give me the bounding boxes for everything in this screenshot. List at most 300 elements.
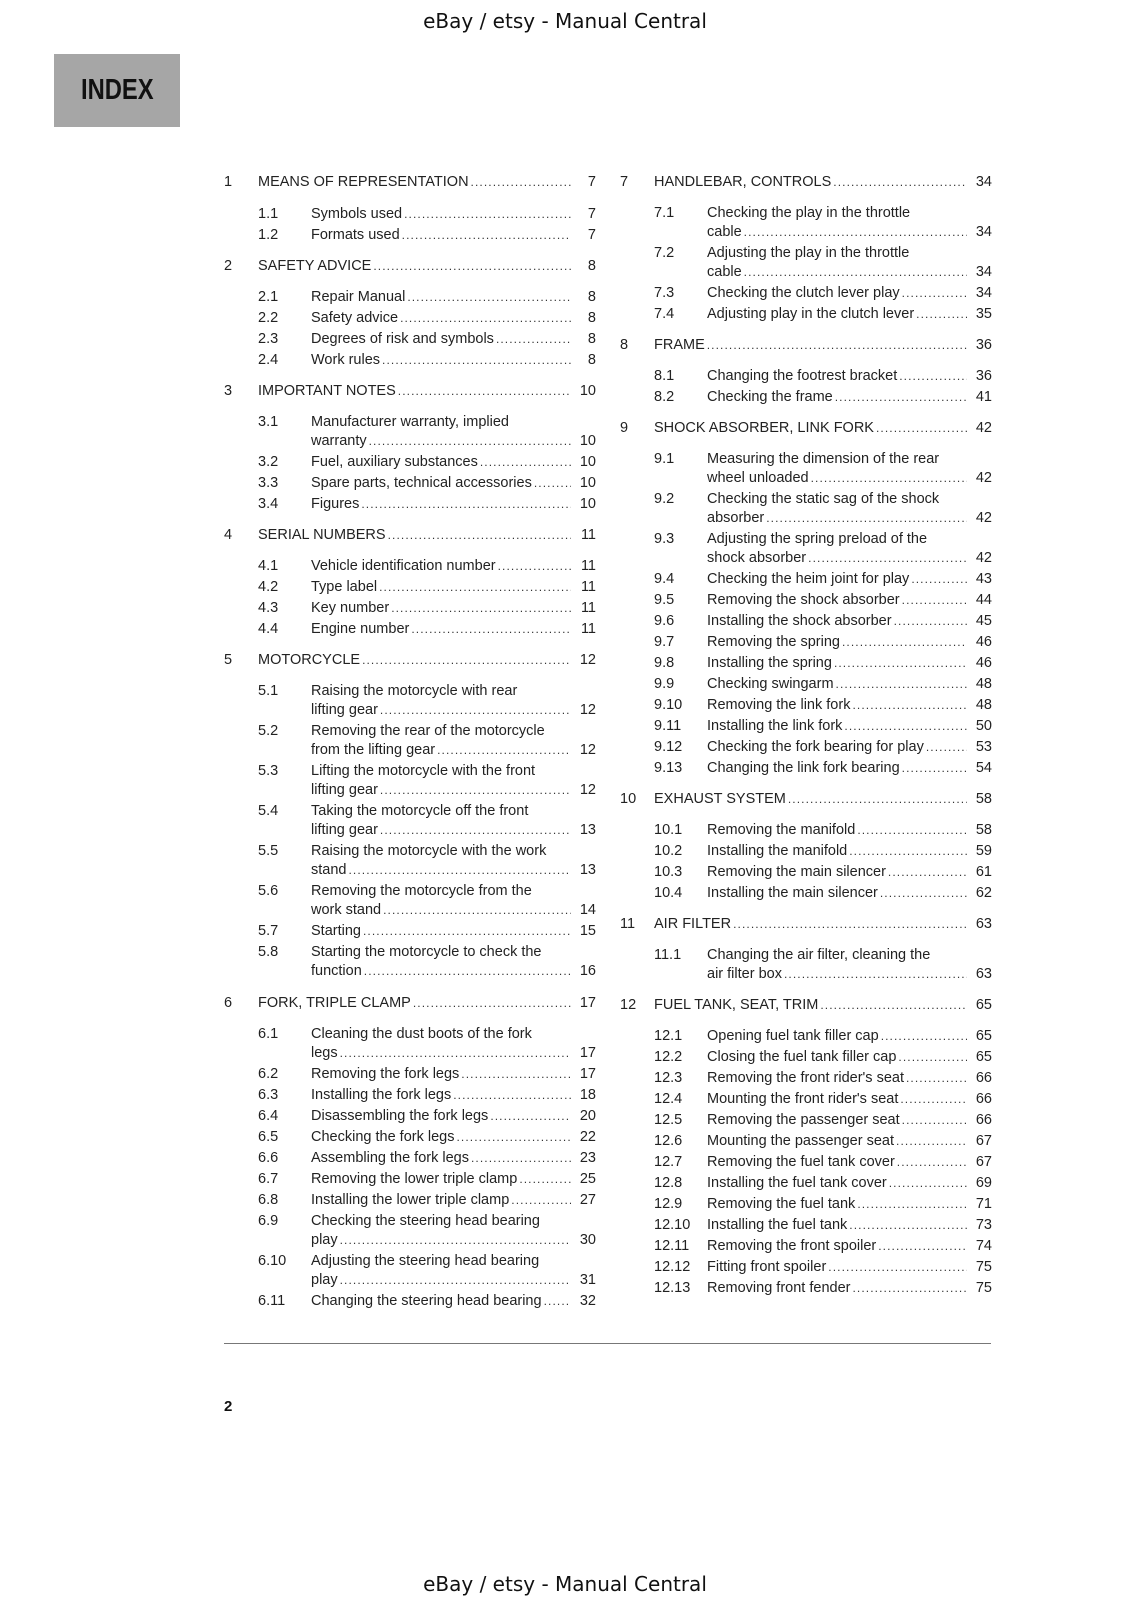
toc-entry-title-line: Changing the link fork bearing xyxy=(707,760,900,776)
toc-section-9-12[interactable] xyxy=(620,738,992,759)
toc-chapter-4[interactable] xyxy=(224,526,596,547)
toc-entry-title xyxy=(311,474,596,493)
toc-entry-title-line: Adjusting play in the clutch lever xyxy=(707,306,915,322)
toc-entry-page: 34 xyxy=(975,285,992,301)
toc-section-12-5[interactable] xyxy=(620,1111,992,1132)
dot-leader xyxy=(398,382,571,401)
toc-chapter-12[interactable] xyxy=(620,996,992,1017)
toc-entry-title xyxy=(707,490,992,527)
toc-entry-number: 5.3 xyxy=(258,763,279,779)
toc-entry-number: 5 xyxy=(224,652,233,668)
toc-entry-page: 12 xyxy=(579,741,596,758)
toc-section-1-2[interactable] xyxy=(224,226,596,247)
toc-chapter-5[interactable] xyxy=(224,651,596,672)
toc-section-10-1[interactable] xyxy=(620,821,992,842)
toc-entry-title xyxy=(707,654,992,673)
toc-entry-number: 12.13 xyxy=(654,1280,691,1296)
toc-entry-title-line: Spare parts, technical accessories xyxy=(311,475,532,491)
toc-entry-title xyxy=(311,288,596,307)
dot-leader xyxy=(380,701,571,720)
toc-entry-title xyxy=(311,578,596,597)
toc-entry-number: 11.1 xyxy=(654,947,682,963)
toc-section-9-10[interactable] xyxy=(620,696,992,717)
toc-entry-number: 7.2 xyxy=(654,245,675,261)
toc-entry-page: 42 xyxy=(975,469,992,486)
toc-entry-title-line: Figures xyxy=(311,496,360,512)
toc-entry-page: 17 xyxy=(579,1044,596,1061)
toc-entry-title-line: Installing the fuel tank cover xyxy=(707,1175,887,1191)
toc-section-5-4[interactable] xyxy=(224,802,596,841)
toc-entry-page: 71 xyxy=(975,1196,992,1212)
toc-entry-number: 10.1 xyxy=(654,822,683,838)
toc-chapter-11[interactable] xyxy=(620,915,992,936)
toc-entry-title-line: Starting xyxy=(311,923,361,939)
dot-leader xyxy=(364,962,571,981)
toc-entry-number: 10 xyxy=(620,791,637,807)
toc-entry-page: 69 xyxy=(975,1175,992,1191)
toc-entry-page: 42 xyxy=(975,420,992,436)
toc-entry-title-line: Raising the motorcycle with rear xyxy=(311,683,518,699)
dot-leader xyxy=(380,821,571,840)
toc-entry-page: 59 xyxy=(975,843,992,859)
toc-entry-page: 23 xyxy=(579,1150,596,1166)
toc-chapter-3[interactable] xyxy=(224,382,596,403)
toc-entry-title-line: Adjusting the spring preload of the xyxy=(707,531,928,547)
toc-section-7-2[interactable] xyxy=(620,244,992,283)
toc-entry-number: 5.6 xyxy=(258,883,279,899)
toc-entry-title-line: Removing the spring xyxy=(707,634,840,650)
toc-section-6-6[interactable] xyxy=(224,1149,596,1170)
toc-entry-title xyxy=(311,226,596,245)
toc-chapter-2[interactable] xyxy=(224,257,596,278)
toc-section-9-13[interactable] xyxy=(620,759,992,780)
toc-entry-title xyxy=(311,620,596,639)
toc-section-5-1[interactable] xyxy=(224,682,596,721)
toc-entry-title xyxy=(311,1292,596,1311)
toc-entry-page: 43 xyxy=(975,571,992,587)
toc-entry-page: 27 xyxy=(579,1192,596,1208)
toc-section-12-7[interactable] xyxy=(620,1153,992,1174)
toc-section-10-3[interactable] xyxy=(620,863,992,884)
toc-entry-number: 5.1 xyxy=(258,683,279,699)
toc-entry-title xyxy=(707,1279,992,1298)
dot-leader xyxy=(744,263,967,282)
toc-entry-title-line: Installing the shock absorber xyxy=(707,613,892,629)
toc-section-12-13[interactable] xyxy=(620,1279,992,1300)
toc-section-4-2[interactable] xyxy=(224,578,596,599)
toc-entry-page: 42 xyxy=(975,509,992,526)
toc-entry-title xyxy=(707,284,992,303)
toc-entry-title-line: air filter box xyxy=(707,965,782,982)
toc-entry-number: 5.8 xyxy=(258,944,279,960)
toc-entry-title-line: Mounting the passenger seat xyxy=(707,1133,895,1149)
toc-entry-title-line: Removing the front spoiler xyxy=(707,1238,877,1254)
toc-section-5-6[interactable] xyxy=(224,882,596,921)
toc-entry-page: 34 xyxy=(975,263,992,280)
toc-entry-title-line: FRAME xyxy=(654,337,705,353)
toc-entry-number: 1.2 xyxy=(258,227,279,243)
toc-entry-title xyxy=(707,738,992,757)
toc-entry-title xyxy=(311,309,596,328)
toc-section-3-2[interactable] xyxy=(224,453,596,474)
toc-chapter-1[interactable] xyxy=(224,173,596,194)
toc-section-9-4[interactable] xyxy=(620,570,992,591)
toc-section-4-1[interactable] xyxy=(224,557,596,578)
toc-entry-title-line: Removing the manifold xyxy=(707,822,856,838)
dot-leader xyxy=(906,1069,967,1088)
toc-entry-title-line: Removing front fender xyxy=(707,1280,851,1296)
toc-section-12-1[interactable] xyxy=(620,1027,992,1048)
dot-leader xyxy=(899,367,967,386)
toc-section-6-10[interactable] xyxy=(224,1252,596,1291)
dot-leader xyxy=(788,790,967,809)
toc-entry-page: 11 xyxy=(580,527,596,543)
toc-entry-page: 12 xyxy=(579,781,596,798)
toc-section-1-1[interactable] xyxy=(224,205,596,226)
toc-section-6-7[interactable] xyxy=(224,1170,596,1191)
dot-leader xyxy=(896,1132,967,1151)
toc-entry-title xyxy=(707,884,992,903)
toc-entry-title-line: EXHAUST SYSTEM xyxy=(654,791,786,807)
toc-section-8-2[interactable] xyxy=(620,388,992,409)
toc-entry-page: 14 xyxy=(579,901,596,918)
dot-leader xyxy=(461,1065,571,1084)
toc-entry-page: 45 xyxy=(975,613,992,629)
toc-entry-title xyxy=(258,173,596,192)
toc-entry-title xyxy=(707,1195,992,1214)
toc-entry-page: 66 xyxy=(975,1112,992,1128)
toc-entry-title-line: legs xyxy=(311,1044,338,1061)
dot-leader xyxy=(534,474,571,493)
toc-entry-title xyxy=(311,1107,596,1126)
toc-chapter-10[interactable] xyxy=(620,790,992,811)
toc-entry-title-line: Installing the spring xyxy=(707,655,832,671)
toc-entry-page: 44 xyxy=(975,592,992,608)
toc-section-12-12[interactable] xyxy=(620,1258,992,1279)
toc-entry-page: 67 xyxy=(975,1133,992,1149)
toc-section-7-4[interactable] xyxy=(620,305,992,326)
toc-section-7-3[interactable] xyxy=(620,284,992,305)
toc-section-10-4[interactable] xyxy=(620,884,992,905)
dot-leader xyxy=(519,1170,571,1189)
toc-section-12-6[interactable] xyxy=(620,1132,992,1153)
toc-entry-title-line: Removing the link fork xyxy=(707,697,851,713)
toc-entry-title-line: function xyxy=(311,962,362,979)
toc-entry-page: 58 xyxy=(975,822,992,838)
toc-entry-title xyxy=(258,526,596,545)
toc-entry-title xyxy=(707,244,992,281)
toc-entry-title xyxy=(707,1174,992,1193)
toc-entry-title-line: Taking the motorcycle off the front xyxy=(311,803,529,819)
dot-leader xyxy=(852,696,967,715)
toc-entry-page: 7 xyxy=(587,206,596,222)
toc-entry-title xyxy=(311,1191,596,1210)
toc-entry-number: 9.11 xyxy=(654,718,682,734)
toc-section-9-6[interactable] xyxy=(620,612,992,633)
toc-entry-number: 12.6 xyxy=(654,1133,683,1149)
toc-entry-title-line: Formats used xyxy=(311,227,400,243)
toc-chapter-6[interactable] xyxy=(224,994,596,1015)
toc-entry-title-line: MOTORCYCLE xyxy=(258,652,361,668)
toc-entry-page: 75 xyxy=(975,1280,992,1296)
toc-entry-page: 65 xyxy=(975,1049,992,1065)
toc-entry-number: 4.1 xyxy=(258,558,279,574)
toc-entry-page: 31 xyxy=(579,1271,596,1288)
toc-entry-page: 13 xyxy=(579,861,596,878)
toc-section-9-2[interactable] xyxy=(620,490,992,529)
toc-entry-title-line: Installing the fork legs xyxy=(311,1087,452,1103)
toc-entry-title-line: lifting gear xyxy=(311,821,378,838)
dot-leader xyxy=(766,509,967,528)
toc-entry-number: 5.2 xyxy=(258,723,279,739)
toc-chapter-8[interactable] xyxy=(620,336,992,357)
toc-entry-number: 9.4 xyxy=(654,571,675,587)
dot-leader xyxy=(916,305,967,324)
toc-entry-page: 48 xyxy=(975,697,992,713)
toc-section-9-11[interactable] xyxy=(620,717,992,738)
toc-section-5-3[interactable] xyxy=(224,762,596,801)
dot-leader xyxy=(373,257,571,276)
toc-entry-number: 9.9 xyxy=(654,676,675,692)
toc-entry-title-line: Work rules xyxy=(311,352,381,368)
toc-entry-title xyxy=(311,762,596,799)
toc-entry-title-line: Type label xyxy=(311,579,378,595)
toc-section-9-1[interactable] xyxy=(620,450,992,489)
toc-entry-title xyxy=(258,651,596,670)
toc-entry-title-line: Installing the main silencer xyxy=(707,885,878,901)
dot-leader xyxy=(380,781,571,800)
dot-leader xyxy=(876,419,967,438)
toc-entry-number: 6.7 xyxy=(258,1171,279,1187)
toc-section-12-10[interactable] xyxy=(620,1216,992,1237)
toc-section-6-8[interactable] xyxy=(224,1191,596,1212)
dot-leader xyxy=(857,821,967,840)
toc-entry-title xyxy=(707,570,992,589)
toc-section-9-3[interactable] xyxy=(620,530,992,569)
toc-entry-number: 2.1 xyxy=(258,289,279,305)
toc-entry-page: 10 xyxy=(579,496,596,512)
toc-section-6-3[interactable] xyxy=(224,1086,596,1107)
toc-section-5-5[interactable] xyxy=(224,842,596,881)
dot-leader xyxy=(382,351,571,370)
toc-entry-title xyxy=(707,367,992,386)
toc-entry-number: 9.2 xyxy=(654,491,675,507)
toc-entry-title xyxy=(654,790,992,809)
toc-entry-number: 3 xyxy=(224,383,233,399)
toc-section-2-2[interactable] xyxy=(224,309,596,330)
toc-entry-title-line: Checking the steering head bearing xyxy=(311,1213,540,1229)
toc-section-8-1[interactable] xyxy=(620,367,992,388)
toc-entry-title-line: cable xyxy=(707,263,742,280)
toc-entry-number: 9.12 xyxy=(654,739,683,755)
toc-entry-number: 9.13 xyxy=(654,760,683,776)
dot-leader xyxy=(511,1191,571,1210)
toc-entry-title xyxy=(707,204,992,241)
dot-leader xyxy=(889,1174,967,1193)
toc-entry-number: 3.4 xyxy=(258,496,279,512)
dot-leader xyxy=(498,557,571,576)
dot-leader xyxy=(834,654,967,673)
toc-entry-title-line: Fuel, auxiliary substances xyxy=(311,454,478,470)
toc-entry-number: 9.8 xyxy=(654,655,675,671)
toc-entry-number: 6.11 xyxy=(258,1293,286,1309)
toc-entry-title-line: Raising the motorcycle with the work xyxy=(311,843,547,859)
toc-section-4-3[interactable] xyxy=(224,599,596,620)
toc-section-2-3[interactable] xyxy=(224,330,596,351)
dot-leader xyxy=(363,922,571,941)
toc-entry-number: 10.3 xyxy=(654,864,683,880)
toc-section-12-11[interactable] xyxy=(620,1237,992,1258)
toc-entry-title-line: lifting gear xyxy=(311,781,378,798)
toc-section-10-2[interactable] xyxy=(620,842,992,863)
toc-entry-page: 36 xyxy=(975,368,992,384)
dot-leader xyxy=(897,1153,967,1172)
toc-section-6-4[interactable] xyxy=(224,1107,596,1128)
toc-entry-number: 9.10 xyxy=(654,697,683,713)
toc-entry-page: 10 xyxy=(579,454,596,470)
dot-leader xyxy=(888,863,967,882)
toc-entry-title xyxy=(311,351,596,370)
dot-leader xyxy=(902,759,967,778)
dot-leader xyxy=(340,1044,571,1063)
toc-entry-title xyxy=(707,946,992,983)
toc-entry-number: 2.3 xyxy=(258,331,279,347)
toc-entry-title-line: Engine number xyxy=(311,621,410,637)
toc-entry-page: 11 xyxy=(580,600,596,616)
toc-entry-title-line: Starting the motorcycle to check the xyxy=(311,944,542,960)
dot-leader xyxy=(369,432,571,451)
toc-entry-page: 18 xyxy=(579,1087,596,1103)
toc-entry-number: 6.1 xyxy=(258,1026,279,1042)
dot-leader xyxy=(733,915,967,934)
toc-section-4-4[interactable] xyxy=(224,620,596,641)
dot-leader xyxy=(926,738,967,757)
toc-entry-title-line: AIR FILTER xyxy=(654,916,732,932)
toc-section-6-11[interactable] xyxy=(224,1292,596,1313)
toc-section-2-1[interactable] xyxy=(224,288,596,309)
toc-entry-number: 12.5 xyxy=(654,1112,683,1128)
dot-leader xyxy=(362,651,571,670)
toc-entry-page: 41 xyxy=(975,389,992,405)
toc-section-9-5[interactable] xyxy=(620,591,992,612)
toc-entry-title-line: Checking swingarm xyxy=(707,676,834,692)
toc-entry-number: 9.5 xyxy=(654,592,675,608)
toc-section-3-4[interactable] xyxy=(224,495,596,516)
toc-entry-title xyxy=(654,419,992,438)
toc-entry-page: 11 xyxy=(580,621,596,637)
toc-section-12-4[interactable] xyxy=(620,1090,992,1111)
toc-entry-title-line: Safety advice xyxy=(311,310,399,326)
toc-section-3-3[interactable] xyxy=(224,474,596,495)
toc-section-5-7[interactable] xyxy=(224,922,596,943)
toc-section-3-1[interactable] xyxy=(224,413,596,452)
toc-entry-title-line: wheel unloaded xyxy=(707,469,809,486)
header-watermark: eBay / etsy - Manual Central xyxy=(423,9,707,33)
toc-entry-number: 1 xyxy=(224,174,233,190)
toc-chapter-7[interactable] xyxy=(620,173,992,194)
toc-section-6-9[interactable] xyxy=(224,1212,596,1251)
toc-entry-title-line: Checking the clutch lever play xyxy=(707,285,900,301)
dot-leader xyxy=(490,1107,571,1126)
toc-entry-title xyxy=(707,633,992,652)
toc-section-5-8[interactable] xyxy=(224,943,596,982)
toc-entry-title-line: Degrees of risk and symbols xyxy=(311,331,494,347)
toc-entry-title xyxy=(311,802,596,839)
toc-entry-number: 8.2 xyxy=(654,389,675,405)
toc-entry-title-line: shock absorber xyxy=(707,549,807,566)
toc-section-6-5[interactable] xyxy=(224,1128,596,1149)
toc-entry-title-line: Checking the fork bearing for play xyxy=(707,739,924,755)
toc-entry-title xyxy=(311,1086,596,1105)
toc-entry-title xyxy=(258,994,596,1013)
toc-entry-number: 12.1 xyxy=(654,1028,683,1044)
footer-divider xyxy=(224,1343,991,1344)
toc-section-7-1[interactable] xyxy=(620,204,992,243)
toc-entry-title-line: Mounting the front rider's seat xyxy=(707,1091,899,1107)
toc-entry-title xyxy=(707,717,992,736)
toc-section-12-3[interactable] xyxy=(620,1069,992,1090)
toc-entry-title xyxy=(311,943,596,980)
toc-entry-number: 9 xyxy=(620,420,629,436)
toc-entry-title-line: Adjusting the steering head bearing xyxy=(311,1253,540,1269)
dot-leader xyxy=(471,1149,571,1168)
toc-section-12-2[interactable] xyxy=(620,1048,992,1069)
toc-entry-number: 9.1 xyxy=(654,451,675,467)
toc-entry-title-line: Removing the rear of the motorcycle xyxy=(311,723,545,739)
toc-section-5-2[interactable] xyxy=(224,722,596,761)
dot-leader xyxy=(881,1027,967,1046)
toc-chapter-9[interactable] xyxy=(620,419,992,440)
toc-section-2-4[interactable] xyxy=(224,351,596,372)
dot-leader xyxy=(411,620,571,639)
toc-entry-number: 4.3 xyxy=(258,600,279,616)
toc-entry-title-line: Closing the fuel tank filler cap xyxy=(707,1049,897,1065)
toc-entry-page: 34 xyxy=(975,174,992,190)
toc-entry-title-line: Removing the lower triple clamp xyxy=(311,1171,518,1187)
dot-leader xyxy=(388,526,571,545)
toc-section-9-8[interactable] xyxy=(620,654,992,675)
toc-entry-title xyxy=(311,842,596,879)
toc-section-9-7[interactable] xyxy=(620,633,992,654)
toc-entry-title-line: lifting gear xyxy=(311,701,378,718)
toc-entry-page: 36 xyxy=(975,337,992,353)
toc-entry-title-line: Changing the air filter, cleaning the xyxy=(707,947,931,963)
dot-leader xyxy=(496,330,571,349)
toc-section-6-2[interactable] xyxy=(224,1065,596,1086)
toc-entry-page: 74 xyxy=(975,1238,992,1254)
toc-entry-number: 2.4 xyxy=(258,352,279,368)
toc-entry-number: 6.2 xyxy=(258,1066,279,1082)
toc-section-11-1[interactable] xyxy=(620,946,992,985)
toc-entry-number: 12.10 xyxy=(654,1217,691,1233)
toc-entry-page: 63 xyxy=(975,916,992,932)
toc-entry-title-line: Cleaning the dust boots of the fork xyxy=(311,1026,532,1042)
toc-entry-title-line: Checking the static sag of the shock xyxy=(707,491,940,507)
toc-entry-title xyxy=(311,1149,596,1168)
toc-section-12-9[interactable] xyxy=(620,1195,992,1216)
toc-entry-title xyxy=(311,1252,596,1289)
toc-section-12-8[interactable] xyxy=(620,1174,992,1195)
dot-leader xyxy=(898,1048,967,1067)
toc-entry-number: 6 xyxy=(224,995,233,1011)
toc-entry-page: 46 xyxy=(975,634,992,650)
toc-section-6-1[interactable] xyxy=(224,1025,596,1064)
toc-section-9-9[interactable] xyxy=(620,675,992,696)
toc-entry-title-line: FUEL TANK, SEAT, TRIM xyxy=(654,997,819,1013)
toc-entry-title xyxy=(707,305,992,324)
toc-entry-page: 25 xyxy=(579,1171,596,1187)
toc-entry-title-line: warranty xyxy=(311,432,367,449)
